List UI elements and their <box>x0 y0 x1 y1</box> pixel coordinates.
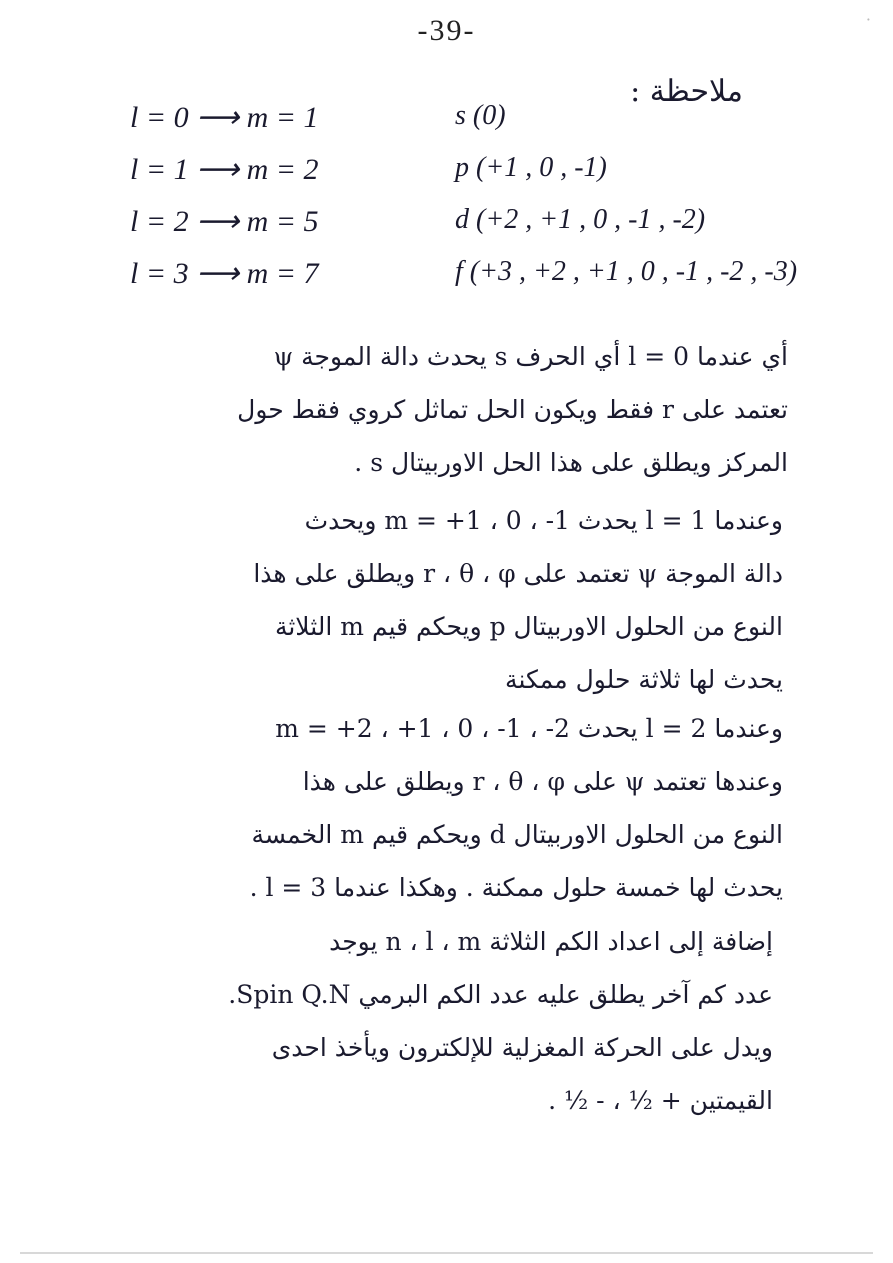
quantum-number-table <box>130 100 830 308</box>
l-m-relation: l = 1 ⟶ m = 2 <box>130 153 319 186</box>
paragraph-p-orbital <box>253 494 783 706</box>
table-row <box>130 204 830 256</box>
orbital-values: d (+2 , +1 , 0 , -1 , -2) <box>455 204 706 235</box>
orbital-values: s (0) <box>455 100 506 131</box>
text-line: النوع من الحلول الاوربيتال d ويحكم قيم m الخمسة <box>251 820 783 849</box>
text-line: وعندما l = 1 يحدث m = +1 ، 0 ، -1 ويحدث <box>304 506 783 535</box>
note-heading: ملاحظة : <box>630 74 743 109</box>
l-m-relation: l = 0 ⟶ m = 1 <box>130 101 319 134</box>
text-line: تعتمد على r فقط ويكون الحل تماثل كروي فقط حول <box>237 395 788 424</box>
page-number: -39- <box>417 14 476 47</box>
l-m-relation: l = 2 ⟶ m = 5 <box>130 205 319 238</box>
text-line: القيمتين + ½ ، - ½ . <box>548 1086 773 1115</box>
orbital-values: p (+1 , 0 , -1) <box>455 152 607 183</box>
text-line: ويدل على الحركة المغزلية للإلكترون ويأخذ احدى <box>271 1033 773 1062</box>
text-line: دالة الموجة ψ تعتمد على r ، θ ، φ ويطلق على هذا <box>253 559 783 588</box>
paragraph-d-orbital <box>250 702 783 914</box>
orbital-values: f (+3 , +2 , +1 , 0 , -1 , -2 , -3) <box>455 256 798 287</box>
text-line: وعندما l = 2 يحدث m = +2 ، +1 ، 0 ، -1 ، -2 <box>275 714 783 743</box>
scan-edge-line <box>20 1252 873 1254</box>
text-line: يحدث لها ثلاثة حلول ممكنة <box>505 665 783 694</box>
text-line: وعندها تعتمد ψ على r ، θ ، φ ويطلق على هذا <box>302 767 783 796</box>
text-line: عدد كم آخر يطلق عليه عدد الكم البرمي Spin Q.N. <box>228 980 773 1009</box>
table-row <box>130 256 830 308</box>
text-line: أي عندما l = 0 أي الحرف s يحدث دالة الموجة ψ <box>273 342 788 371</box>
text-line: يحدث لها خمسة حلول ممكنة . وهكذا عندما l = 3 . <box>249 873 783 902</box>
text-line: النوع من الحلول الاوربيتال p ويحكم قيم m الثلاثة <box>274 612 783 641</box>
table-row <box>130 100 830 152</box>
text-line: إضافة إلى اعداد الكم الثلاثة n ، l ، m يوجد <box>329 927 773 956</box>
text-line: المركز ويطلق على هذا الحل الاوربيتال s . <box>354 448 788 477</box>
table-row <box>130 152 830 204</box>
scan-speck: · <box>865 10 871 29</box>
l-m-relation: l = 3 ⟶ m = 7 <box>130 257 319 290</box>
paragraph-spin-quantum-number <box>228 915 773 1127</box>
paragraph-s-orbital <box>237 330 788 489</box>
